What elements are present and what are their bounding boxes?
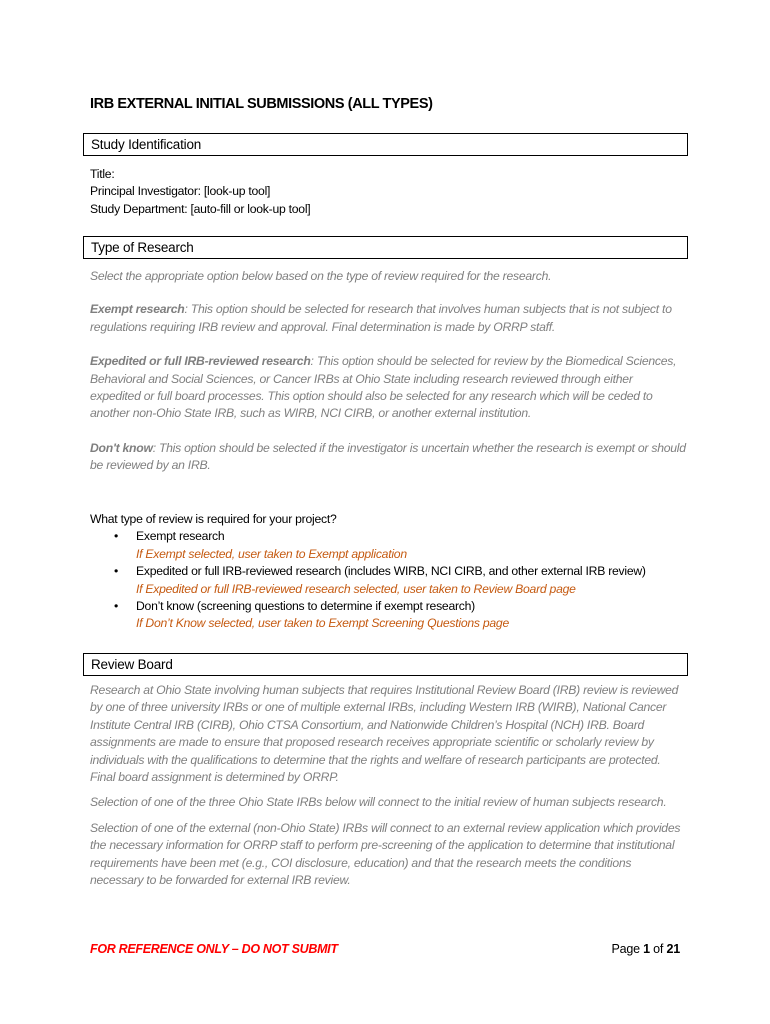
page-number: Page 1 of 21 [611, 942, 680, 956]
option-note: If Exempt selected, user taken to Exempt application [136, 546, 407, 561]
option-expedited[interactable]: • Expedited or full IRB-reviewed research (includes WIRB, NCI CIRB, and other external IRB review) If Expedited or full IRB-reviewed research selected, user taken to Review Board page [114, 564, 646, 596]
document-title: IRB EXTERNAL INITIAL SUBMISSIONS (ALL TYPES) [90, 96, 433, 112]
review-board-text [90, 682, 686, 889]
review-type-question: What type of review is required for your project? [90, 512, 337, 526]
review-board-paragraph: Research at Ohio State involving human subjects that requires Institutional Review Board (IRB) review is reviewed by one of three university IRBs or one of multiple external IRBs, including Western IRB (WIRB), National Cancer Institute Central IRB (CIRB), Ohio CTSA Consortium, and Nationwide Children’s Hospital (NCH) IRB. Board assignments are made to ensure that proposed research receives appropriate scientific or scholarly review by individuals with the qualifications to determine that the rights and welfare of research participants are protected. Final board assignment is determined by ORRP. [90, 683, 679, 785]
field-title: Title: [90, 167, 115, 181]
option-note: If Don’t Know selected, user taken to Exempt Screening Questions page [136, 616, 509, 631]
bullet-icon: • [114, 529, 119, 544]
review-type-options [90, 528, 690, 632]
option-exempt[interactable]: • Exempt research If Exempt selected, user taken to Exempt application [114, 529, 407, 561]
type-of-research-instructions [90, 268, 686, 475]
study-identification-fields [90, 166, 690, 218]
section-header-type-of-research: Type of Research [83, 236, 688, 259]
review-board-paragraph: Selection of one of the three Ohio State IRBs below will connect to the initial review of human subjects research. [90, 795, 667, 810]
option-note: If Expedited or full IRB-reviewed research selected, user taken to Review Board page [136, 581, 576, 596]
reference-only-notice: FOR REFERENCE ONLY – DO NOT SUBMIT [90, 942, 338, 956]
instructions-intro: Select the appropriate option below based on the type of review required for the research. [90, 269, 552, 283]
definition-expedited: Expedited or full IRB-reviewed research: This option should be selected for review by the Biomedical Sciences, Behavioral and Social Sciences, or Cancer IRBs at Ohio State including research reviewed through either expedited or full board processes. This option should also be selected for any research which will be ceded to another non-Ohio State IRB, such as WIRB, NCI CIRB, or another external institution. [90, 354, 677, 421]
section-header-review-board: Review Board [83, 653, 688, 676]
bullet-icon: • [114, 564, 119, 579]
option-dont-know[interactable]: • Don’t know (screening questions to determine if exempt research) If Don’t Know selected, user taken to Exempt Screening Questions page [114, 599, 509, 631]
bullet-icon: • [114, 599, 119, 614]
field-principal-investigator: Principal Investigator: [look-up tool] [90, 184, 271, 199]
review-type-question-block [90, 511, 690, 633]
definition-exempt: Exempt research: This option should be selected for research that involves human subjects that is not subject to regulations requiring IRB review and approval. Final determination is made by ORRP staff. [90, 302, 672, 334]
section-header-study-identification: Study Identification [83, 133, 688, 156]
review-board-paragraph: Selection of one of the external (non-Ohio State) IRBs will connect to an external review application which provides the necessary information for ORRP staff to perform pre-screening of the application to determine that institutional requirements have been met (e.g., COI disclosure, education) and that the research meets the conditions necessary to be forwarded for external IRB review. [90, 820, 681, 888]
field-study-department: Study Department: [auto-fill or look-up tool] [90, 201, 311, 216]
definition-dont-know: Don't know: This option should be selected if the investigator is uncertain whether the research is exempt or should be reviewed by an IRB. [90, 440, 686, 473]
